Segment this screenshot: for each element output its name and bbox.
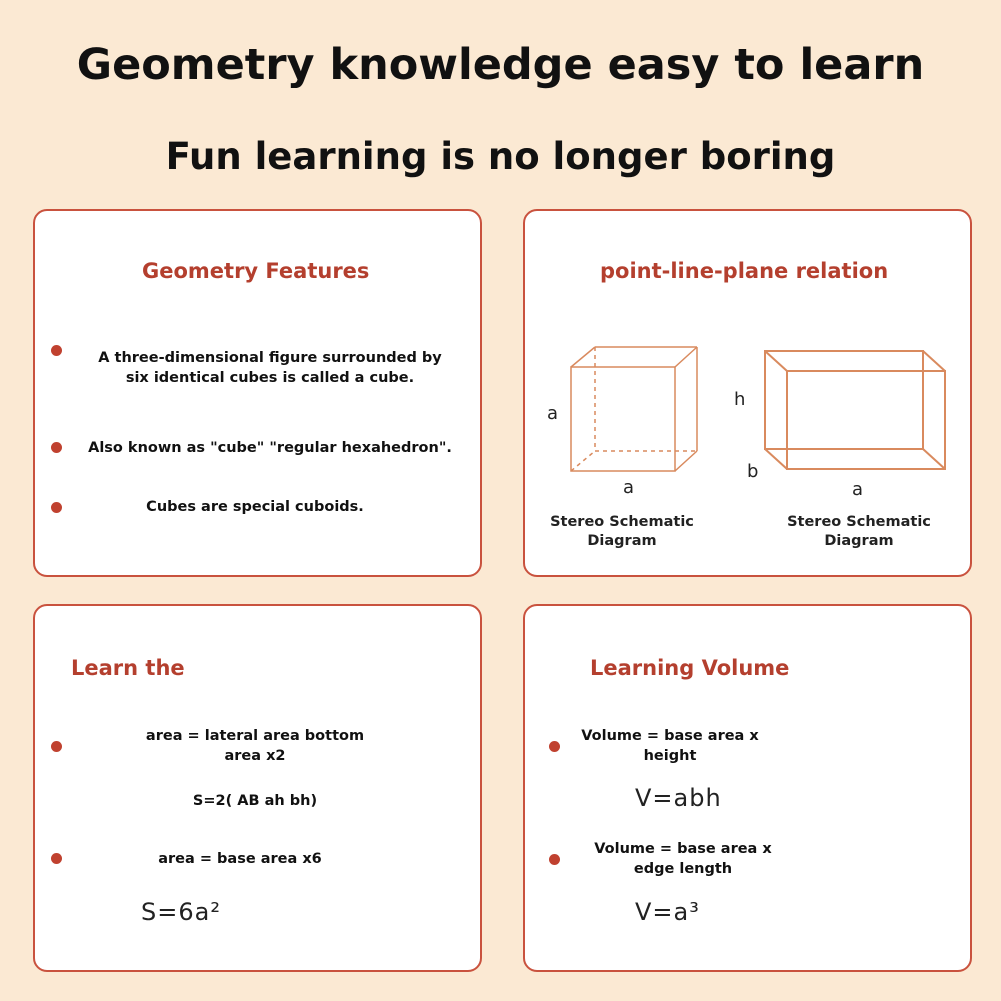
features-card bbox=[33, 209, 482, 577]
area-item-1-line2: area x2 bbox=[224, 748, 286, 764]
volume-formula-1: V=abh bbox=[635, 784, 722, 812]
bullet-icon bbox=[51, 741, 62, 752]
features-title: Geometry Features bbox=[142, 259, 370, 283]
bullet-icon bbox=[51, 853, 62, 864]
volume-item-1-line1: Volume = base area x bbox=[581, 728, 759, 744]
cuboid-edge bbox=[765, 351, 787, 371]
area-item-1-line1: area = lateral area bottom bbox=[145, 728, 365, 744]
cuboid-depth-label: b bbox=[747, 461, 759, 482]
area-item-1 bbox=[135, 726, 375, 766]
volume-item-1 bbox=[570, 726, 770, 766]
feature-item-3: Cubes are special cuboids. bbox=[146, 499, 364, 515]
page-subtitle: Fun learning is no longer boring bbox=[165, 135, 836, 178]
area-card bbox=[33, 604, 482, 972]
cuboid-edge bbox=[765, 449, 787, 469]
feature-item-2: Also known as "cube" "regular hexahedron". bbox=[88, 440, 452, 456]
cuboid-front-face bbox=[787, 371, 945, 469]
cube-edge bbox=[571, 347, 595, 367]
volume-item-2-line2: edge length bbox=[633, 861, 733, 877]
feature-item-1-line2: six identical cubes is called a cube. bbox=[125, 370, 415, 386]
page-title: Geometry knowledge easy to learn bbox=[76, 40, 925, 90]
feature-item-1 bbox=[75, 348, 465, 388]
cube-caption bbox=[527, 513, 717, 551]
relation-title: point-line-plane relation bbox=[600, 259, 889, 283]
volume-item-2 bbox=[583, 839, 783, 879]
cuboid-caption-line1: Stereo Schematic bbox=[787, 514, 931, 530]
cuboid-height-label: h bbox=[734, 389, 746, 410]
cube-bottom-label: a bbox=[623, 477, 635, 498]
cube-edge bbox=[675, 451, 697, 471]
cuboid-back-face bbox=[765, 351, 923, 449]
volume-item-1-line2: height bbox=[643, 748, 697, 764]
volume-title: Learning Volume bbox=[590, 656, 790, 680]
bullet-icon bbox=[549, 854, 560, 865]
area-title: Learn the bbox=[71, 656, 185, 680]
area-formula-2: S=6a² bbox=[141, 898, 221, 926]
bullet-icon bbox=[51, 502, 62, 513]
cuboid-bottom-label: a bbox=[852, 479, 864, 500]
cube-caption-line2: Diagram bbox=[587, 533, 657, 549]
feature-item-1-line1: A three-dimensional figure surrounded by bbox=[98, 350, 442, 366]
cuboid-diagram bbox=[761, 349, 951, 474]
relation-card bbox=[523, 209, 972, 577]
area-item-2: area = base area x6 bbox=[158, 851, 322, 867]
cube-front-face bbox=[571, 367, 675, 471]
volume-card bbox=[523, 604, 972, 972]
cube-caption-line1: Stereo Schematic bbox=[550, 514, 694, 530]
volume-formula-2: V=a³ bbox=[635, 898, 700, 926]
cube-diagram bbox=[565, 341, 705, 481]
cube-hidden-edge bbox=[571, 451, 595, 471]
cube-edge bbox=[675, 347, 697, 367]
cube-side-label: a bbox=[547, 403, 559, 424]
bullet-icon bbox=[549, 741, 560, 752]
bullet-icon bbox=[51, 442, 62, 453]
cuboid-edge bbox=[923, 351, 945, 371]
area-formula-1: S=2( AB ah bh) bbox=[192, 793, 318, 809]
bullet-icon bbox=[51, 345, 62, 356]
cuboid-edge bbox=[923, 449, 945, 469]
cuboid-caption-line2: Diagram bbox=[824, 533, 894, 549]
cuboid-caption bbox=[764, 513, 954, 551]
volume-item-2-line1: Volume = base area x bbox=[594, 841, 772, 857]
